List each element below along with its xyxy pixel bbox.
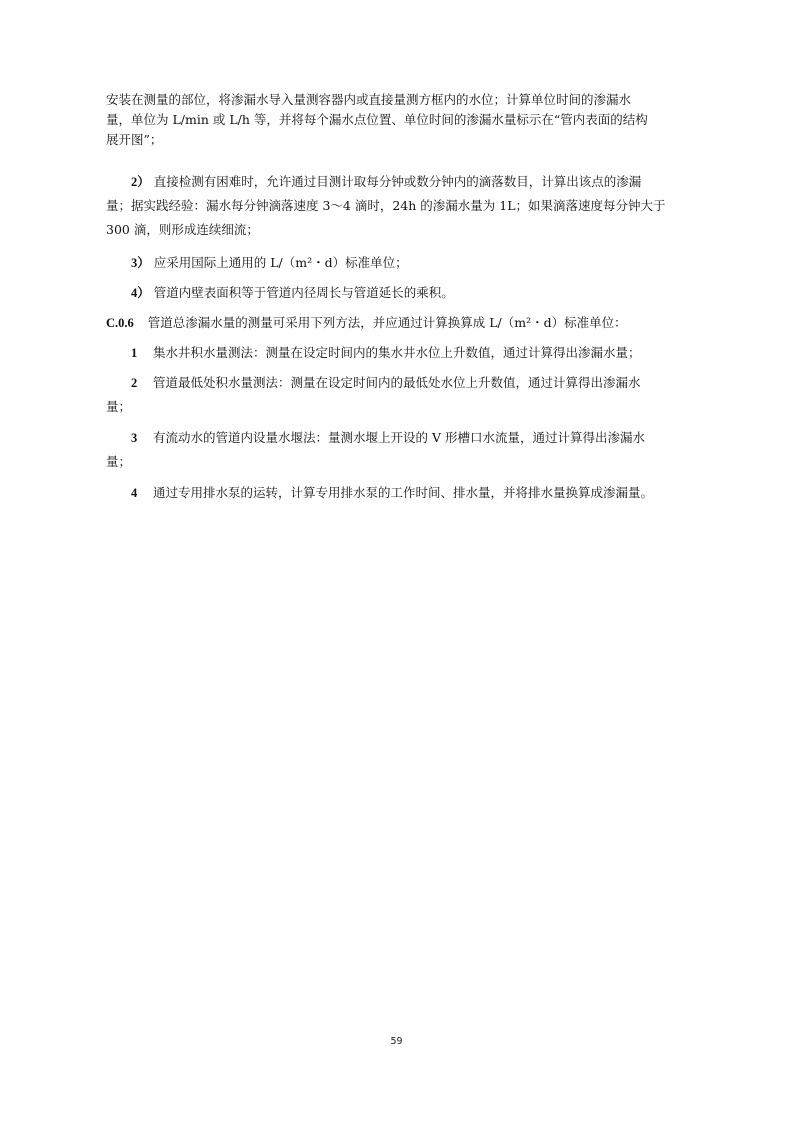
section-c06: [106, 313, 690, 333]
method-1: [106, 343, 690, 363]
section-text: 管道总渗漏水量的测量可采用下列方法，并应通过计算换算成 L/（m²・d）标准单位：: [147, 315, 627, 330]
section-number: C.0.6: [106, 316, 134, 330]
method-3-line-2: 量；: [106, 454, 132, 469]
method-2: [106, 373, 690, 417]
method-4-text: 通过专用排水泵的运转，计算专用排水泵的工作时间、排水量，并将排水量换算成渗漏量。: [153, 485, 654, 500]
method-3: [106, 428, 690, 472]
page-number: 59: [390, 1036, 403, 1047]
sub-item-4-text: 管道内壁表面积等于管道内径周长与管道延长的乘积。: [153, 285, 454, 300]
method-2-line-2: 量；: [106, 399, 132, 414]
method-1-text: 集水井积水量测法：测量在设定时间内的集水井水位上升数值，通过计算得出渗漏水量；: [153, 345, 641, 360]
method-4: [106, 483, 690, 503]
method-4-number: 4: [131, 486, 138, 500]
intro-line-2: 量，单位为 L/min 或 L/h 等，并将每个漏水点位置、单位时间的渗漏水量标示在“管内表面的结构: [106, 112, 648, 127]
intro-line-3: 展开图”；: [106, 132, 163, 147]
sub-item-3: [106, 253, 690, 273]
method-3-number: 3: [131, 431, 138, 445]
sub-item-3-number: 3）: [131, 256, 150, 270]
sub-item-3-text: 应采用国际上通用的 L/（m²・d）标准单位；: [153, 255, 408, 270]
sub-item-2-line-3: 300 滴，则形成连续细流；: [106, 222, 259, 237]
sub-item-4: [106, 283, 690, 303]
sub-item-4-number: 4）: [131, 286, 150, 300]
intro-paragraph: [106, 90, 690, 150]
method-2-number: 2: [131, 376, 138, 390]
method-2-text: 管道最低处积水量测法：测量在设定时间内的最低处水位上升数值，通过计算得出渗漏水: [153, 375, 641, 390]
sub-item-2: [106, 172, 690, 240]
method-3-text: 有流动水的管道内设量水堰法：量测水堰上开设的 V 形槽口水流量，通过计算得出渗漏水: [153, 430, 645, 445]
sub-item-2-text: 直接检测有困难时，允许通过目测计取每分钟或数分钟内的滴落数目，计算出该点的渗漏: [153, 174, 642, 189]
intro-line-1: 安装在测量的部位，将渗漏水导入量测容器内或直接量测方框内的水位；计算单位时间的渗漏水: [106, 92, 632, 107]
sub-item-2-line-2: 量；据实践经验：漏水每分钟滴落速度 3～4 滴时，24h 的渗漏水量为 1L；如果滴落速度每分钟大于: [106, 198, 666, 213]
method-1-number: 1: [131, 346, 138, 360]
sub-item-2-number: 2）: [131, 175, 150, 189]
